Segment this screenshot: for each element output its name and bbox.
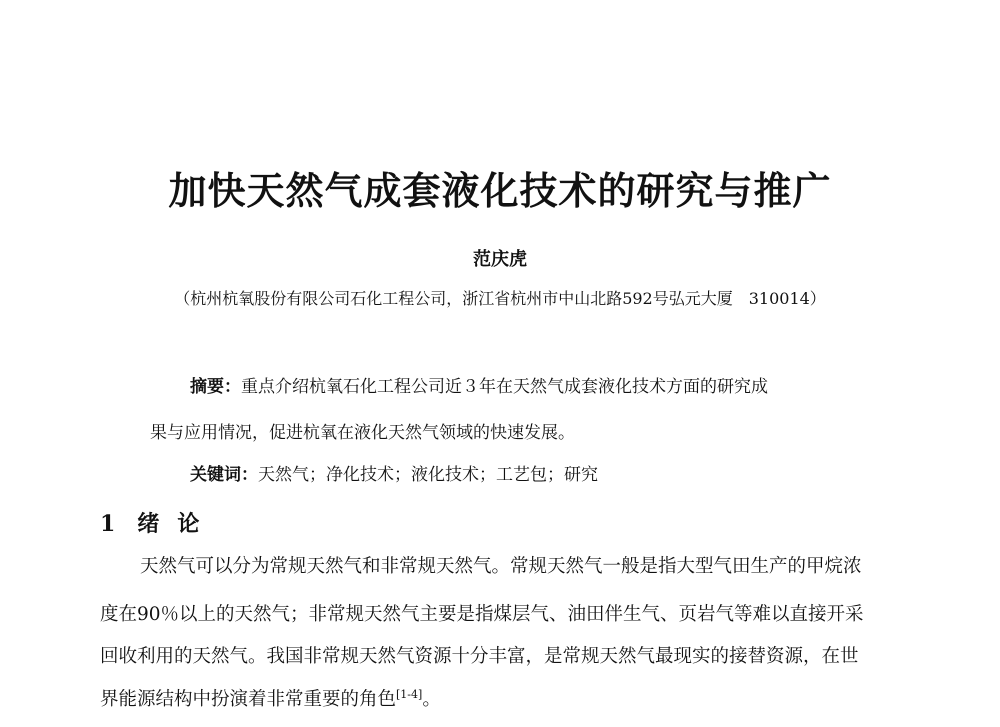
section-title-char-1: 绪 <box>137 511 160 537</box>
body-paragraph-line-1: 天然气可以分为常规天然气和非常规天然气。常规天然气一般是指大型气田生产的甲烷浓 <box>140 556 862 577</box>
section-number: 1 <box>100 511 116 537</box>
keywords-label: 关键词： <box>190 465 258 485</box>
section-title-char-2: 论 <box>177 511 200 537</box>
body-paragraph-line-2: 度在90％以上的天然气；非常规天然气主要是指煤层气、油田伴生气、页岩气等难以直接开采 <box>100 604 864 625</box>
abstract-line-1 <box>190 372 768 397</box>
keywords-text: 天然气；净化技术；液化技术；工艺包；研究 <box>258 465 598 485</box>
citation-ref: [1-4] <box>396 687 423 701</box>
abstract-label: 摘要： <box>190 377 241 397</box>
abstract-line-2: 果与应用情况，促进杭氧在液化天然气领域的快速发展。 <box>150 423 575 443</box>
body-paragraph-line-3: 回收利用的天然气。我国非常规天然气资源十分丰富，是常规天然气最现实的接替资源，在世 <box>100 646 859 667</box>
author-affiliation: （杭州杭氧股份有限公司石化工程公司，浙江省杭州市中山北路592号弘元大厦 310014） <box>174 289 826 308</box>
keywords-line <box>190 460 598 485</box>
section-heading-introduction <box>100 507 199 538</box>
abstract-text-1: 重点介绍杭氧石化工程公司近３年在天然气成套液化技术方面的研究成 <box>241 377 768 397</box>
body-paragraph-line-4 <box>100 685 441 711</box>
author-name: 范庆虎 <box>473 249 527 270</box>
end-punctuation: 。 <box>422 689 441 710</box>
body-paragraph-line-4-text: 界能源结构中扮演着非常重要的角色 <box>100 689 397 710</box>
paper-title: 加快天然气成套液化技术的研究与推广 <box>168 168 832 213</box>
